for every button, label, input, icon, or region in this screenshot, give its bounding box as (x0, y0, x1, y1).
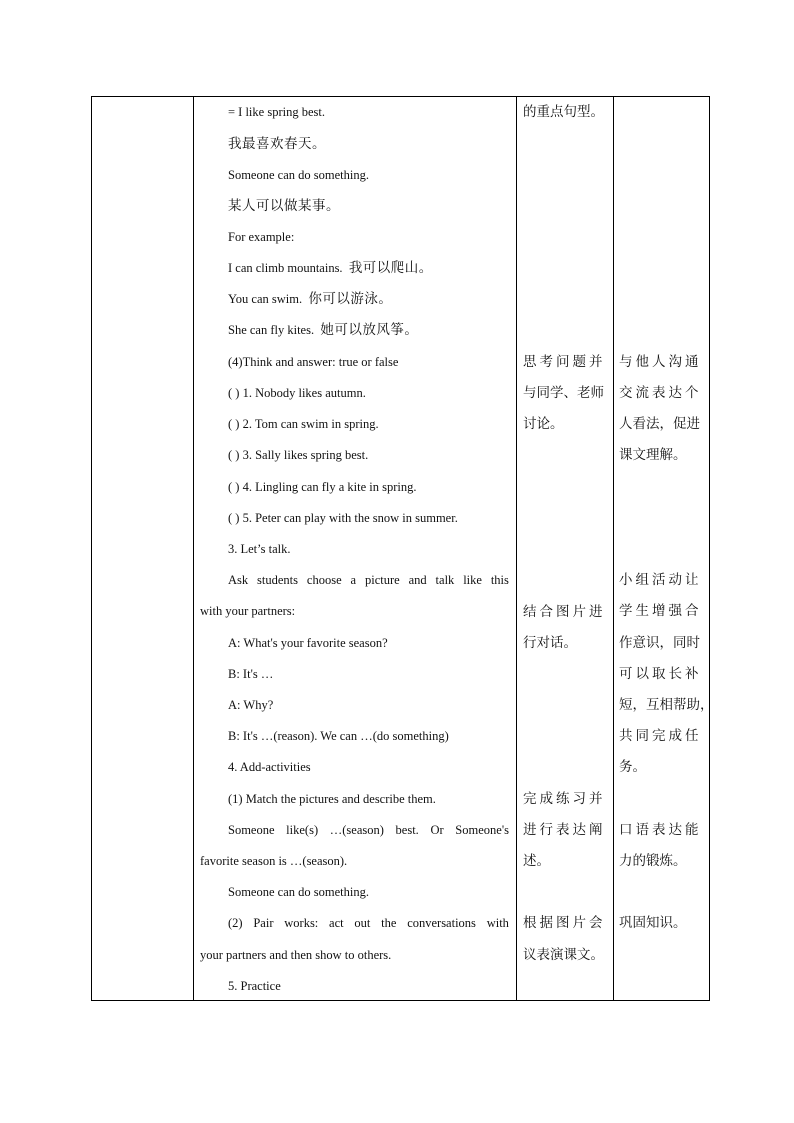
quiz-item: ( ) 2. Tom can swim in spring. (228, 417, 379, 431)
text-line: 巩固知识。 (619, 915, 687, 931)
text-line: 务。 (619, 759, 646, 775)
text-line: (1) Match the pictures and describe them. (228, 792, 436, 806)
quiz-item: ( ) 3. Sally likes spring best. (228, 448, 369, 462)
text-line: 人看法，促进 (619, 416, 700, 432)
text-line: your partners and then show to others. (200, 948, 392, 962)
text-line: Someone can do something. (228, 885, 369, 899)
word: the (381, 916, 397, 930)
lesson-plan-table (91, 96, 710, 1001)
word: and (408, 573, 427, 587)
text-line: 议表演课文。 (523, 947, 604, 963)
text-line: 交流表达个 (619, 385, 702, 401)
word: Ask (228, 573, 249, 587)
text-line: 作意识，同时 (619, 635, 700, 651)
text-line: 某人可以做某事。 (228, 198, 340, 214)
word: …(season) (329, 823, 384, 837)
text-line: 学生增强合 (619, 603, 702, 619)
dialogue-line: B: It's … (228, 667, 274, 681)
text-line: 讨论。 (523, 416, 564, 432)
text-line: 课文理解。 (619, 447, 687, 463)
quiz-item: ( ) 5. Peter can play with the snow in summer. (228, 511, 458, 525)
column-divider-3 (613, 97, 614, 1000)
word: best. (395, 823, 419, 837)
text-line: 进行表达阐 (523, 822, 606, 838)
quiz-item: ( ) 4. Lingling can fly a kite in spring. (228, 480, 417, 494)
word: out (354, 916, 371, 930)
section-heading: 3. Let’s talk. (228, 542, 291, 556)
word: like (463, 573, 482, 587)
text-line: 我最喜欢春天。 (228, 136, 326, 152)
text-line: 短，互相帮助， (619, 697, 714, 713)
quiz-item: ( ) 1. Nobody likes autumn. (228, 386, 366, 400)
text-line: 行对话。 (523, 635, 577, 651)
example-cn: 你可以游泳。 (308, 291, 393, 307)
text-line: 根据图片会 (523, 915, 606, 931)
text-line (228, 291, 392, 307)
word: like(s) (286, 823, 319, 837)
example-en: I can climb mountains. (228, 261, 343, 275)
text-line: 完成练习并 (523, 791, 606, 807)
example-cn: 我可以爬山。 (348, 260, 433, 276)
justified-line (228, 915, 509, 931)
word: picture (364, 573, 400, 587)
word: (2) (228, 916, 243, 930)
dialogue-line: A: What's your favorite season? (228, 636, 388, 650)
text-line: 与同学、老师 (523, 385, 604, 401)
section-heading: 5. Practice (228, 979, 281, 993)
dialogue-line: B: It's …(reason). We can …(do something) (228, 729, 449, 743)
section-heading: 4. Add-activities (228, 760, 311, 774)
text-line (228, 260, 433, 276)
text-line: Someone can do something. (228, 168, 369, 182)
word: talk (435, 573, 455, 587)
word: choose (306, 573, 342, 587)
justified-line (228, 822, 509, 838)
text-line (228, 322, 418, 338)
word: conversations (407, 916, 476, 930)
text-line: 口语表达能 (619, 822, 702, 838)
word: Someone's (455, 823, 509, 837)
example-en: You can swim. (228, 292, 303, 306)
word: Or (430, 823, 444, 837)
text-line: 共同完成任 (619, 728, 702, 744)
example-en: She can fly kites. (228, 323, 315, 337)
text-line: For example: (228, 230, 295, 244)
text-line: 结合图片进 (523, 604, 606, 620)
text-line: 思考问题并 (523, 354, 606, 370)
text-line: 与他人沟通 (619, 354, 702, 370)
word: a (350, 573, 357, 587)
text-line: (4)Think and answer: true or false (228, 355, 399, 369)
text-line: 述。 (523, 853, 550, 869)
text-line: 可以取长补 (619, 666, 702, 682)
text-line: 小组活动让 (619, 572, 702, 588)
text-line: = I like spring best. (228, 105, 325, 119)
dialogue-line: A: Why? (228, 698, 274, 712)
column-divider-1 (193, 97, 194, 1000)
justified-line (228, 572, 509, 588)
text-line: favorite season is …(season). (200, 854, 348, 868)
word: Pair (253, 916, 274, 930)
word: act (329, 916, 344, 930)
word: Someone (228, 823, 275, 837)
word: works: (284, 916, 319, 930)
text-line: 的重点句型。 (523, 104, 604, 120)
text-line: 力的锻炼。 (619, 853, 687, 869)
word: with (486, 916, 509, 930)
example-cn: 她可以放风筝。 (320, 322, 419, 338)
column-divider-2 (516, 97, 517, 1000)
word: this (490, 573, 509, 587)
word: students (257, 573, 299, 587)
text-line: with your partners: (200, 604, 296, 618)
